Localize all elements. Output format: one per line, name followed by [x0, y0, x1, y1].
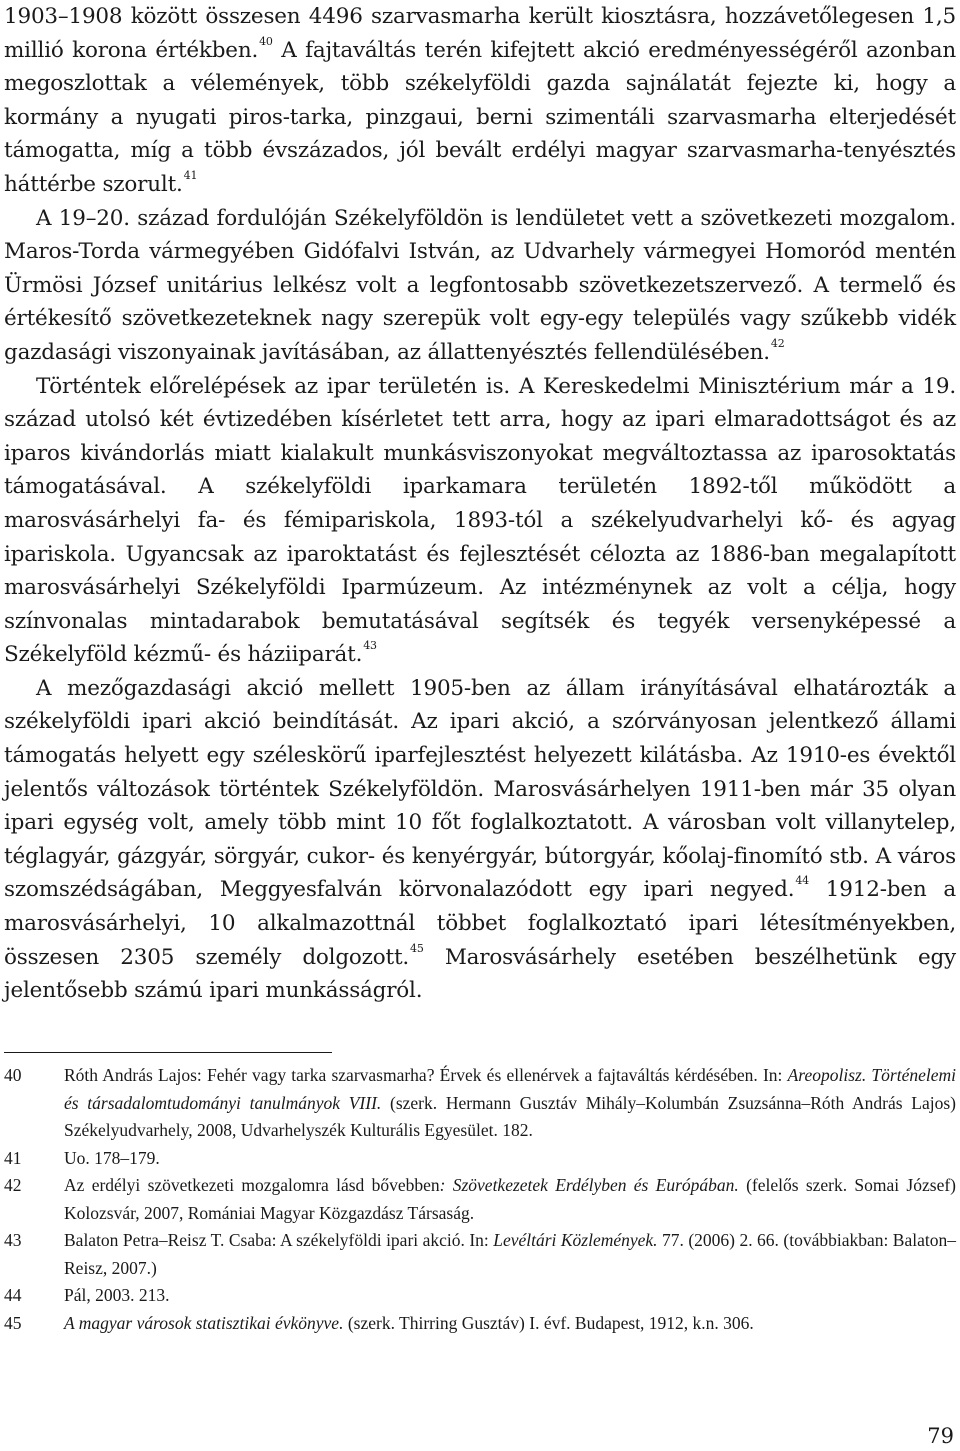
footnote-43 [4, 1227, 956, 1282]
body-text [4, 0, 956, 1008]
paragraph-3 [4, 370, 956, 672]
text-segment: Balaton Petra–Reisz T. Csaba: A székelyföldi ipari akció. In: [64, 1230, 494, 1250]
text-segment: Uo. 178–179. [64, 1147, 160, 1168]
italic-title: Areopolisz. Történelemi és társadalomtudományi tanulmányok VIII. [64, 1065, 956, 1113]
footnote-text [64, 1145, 956, 1173]
text-segment: Marosvásárhely esetében beszélhetünk egy jelentősebb számú ipari munkásságról. [4, 944, 956, 1004]
footnote-text [64, 1172, 956, 1227]
footnote-text [64, 1227, 956, 1282]
text-segment: (felelős szerk. Somai József) Kolozsvár, 2007, Romániai Magyar Közgazdász Társaság. [64, 1175, 956, 1223]
text-segment: A fajtaváltás terén kifejtett akció eredményességéről azonban megoszlottak a vélemények, több székelyföldi gazda sajnálatát fejezte ki, hogy a kormány a nyugati piros-tarka, pinzgaui, berni szimentáli szarvasmarha elterjedését támogatta, míg a több évszázados, jól bevált erdélyi magyar szarvasmarha-tenyésztés háttérbe szorult. [4, 37, 956, 197]
footnote-number: 43 [4, 1230, 22, 1250]
footnote-text [64, 1282, 956, 1310]
paragraph-1 [4, 0, 956, 202]
footnote-number: 44 [4, 1285, 22, 1305]
footnote-41 [4, 1145, 956, 1173]
text-segment: 77. (2006) 2. 66. (továbbiakban: Balaton–Reisz, 2007.) [64, 1230, 956, 1278]
text-segment: (szerk. Thirring Gusztáv) I. évf. Budapest, 1912, k.n. 306. [343, 1312, 754, 1333]
footnote-44 [4, 1282, 956, 1310]
paragraph-4 [4, 672, 956, 1008]
text-segment: Történtek előrelépések az ipar területén is. A Kereskedelmi Minisztérium már a 19. század utolsó két évtizedében kísérletet tett arra, hogy az ipari elmaradottságot és az iparos kivándorlás miatt kialakult munkásviszonyokat megváltoztassa az iparosoktatás támogatásával. A székelyföldi iparkamara területén 1892-től működött a marosvásárhelyi fa- és fémipariskola, 1893-tól a székelyudvarhelyi kő- és agyag ipariskola. Ugyancsak az iparoktatást és fejlesztését célozta az 1886-ban megalapított marosvásárhelyi Székelyföldi Iparmúzeum. Az intézménynek az volt a célja, hogy színvonalas mintadarabok bemutatásával segítsék és tegyék versenyképessé a Székelyföld kézmű- és háziiparát. [4, 373, 956, 668]
text-segment: 1903–1908 között összesen 4496 szarvasmarha került kiosztásra, hozzávetőlegesen 1,5 millió korona értékben. [4, 4, 956, 63]
text-segment: Az erdélyi szövetkezeti mozgalomra lásd bővebben [64, 1175, 440, 1195]
footnote-42 [4, 1172, 956, 1227]
footnote-ref-40[interactable]: 40 [259, 34, 273, 48]
italic-title: Levéltári Közlemények. [493, 1230, 658, 1250]
footnote-text [64, 1310, 956, 1338]
italic-title: : Szövetkezetek Erdélyben és Európában. [439, 1175, 739, 1195]
footnote-ref-43[interactable]: 43 [363, 639, 377, 653]
footnote-divider [4, 1052, 332, 1053]
footnote-45 [4, 1310, 956, 1338]
italic-title: A magyar városok statisztikai évkönyve. [64, 1312, 344, 1333]
text-segment: (szerk. Hermann Gusztáv Mihály–Kolumbán Zsuzsánna–Róth András Lajos) Székelyudvarhely, 2008, Udvarhelyszék Kulturális Egyesület. 182. [64, 1092, 956, 1140]
text-segment: 1912-ben a marosvásárhelyi, 10 alkalmazottnál többet foglalkoztató ipari létesítményekben, összesen 2305 személy dolgozott. [4, 877, 956, 970]
text-segment: Pál, 2003. 213. [64, 1285, 170, 1305]
footnote-40 [4, 1062, 956, 1145]
footnote-ref-44[interactable]: 44 [795, 874, 809, 888]
footnote-text [64, 1062, 956, 1145]
paragraph-2 [4, 202, 956, 370]
footnote-number: 40 [4, 1065, 22, 1085]
footnote-ref-45[interactable]: 45 [410, 941, 424, 955]
footnotes [4, 1062, 956, 1337]
footnote-ref-42[interactable]: 42 [770, 336, 785, 350]
footnote-ref-41[interactable]: 41 [183, 168, 198, 182]
text-segment: A 19–20. század fordulóján Székelyföldön is lendületet vett a szövetkezeti mozgalom. Maros-Torda vármegyében Gidófalvi István, az Udvarhely vármegyei Homoród mentén Ürmösi József unitárius lelkész volt a legfontosabb szövetkezetszervező. A termelő és értékesítő szövetkezeteknek nagy szerepük volt egy-egy település vagy szűkebb vidék gazdasági viszonyainak javításában, az állattenyésztés fellendülésében. [4, 205, 956, 365]
page-number: 79 [927, 1424, 954, 1448]
footnote-number: 41 [4, 1147, 22, 1168]
footnote-number: 42 [4, 1175, 22, 1195]
footnote-number: 45 [4, 1312, 22, 1333]
text-segment: A mezőgazdasági akció mellett 1905-ben az állam irányításával elhatározták a székelyföldi ipari akció beindítását. Az ipari akció, a szórványosan jelentkező állami támogatás helyett egy széleskörű iparfejlesztést helyezett kilátásba. Az 1910-es évektől jelentős változások történtek Székelyföldön. Marosvásárhelyen 1911-ben már 35 olyan ipari egység volt, amely több mint 10 főt foglalkoztatott. A városban volt villanytelep, téglagyár, gázgyár, sörgyár, cukor- és kenyérgyár, bútorgyár, kőolaj-finomító stb. A város szomszédságában, Meggyesfalván körvonalazódott egy ipari negyed. [4, 675, 956, 903]
text-segment: Róth András Lajos: Fehér vagy tarka szarvasmarha? Érvek és ellenérvek a fajtaváltás kérdésében. In: [64, 1065, 788, 1085]
